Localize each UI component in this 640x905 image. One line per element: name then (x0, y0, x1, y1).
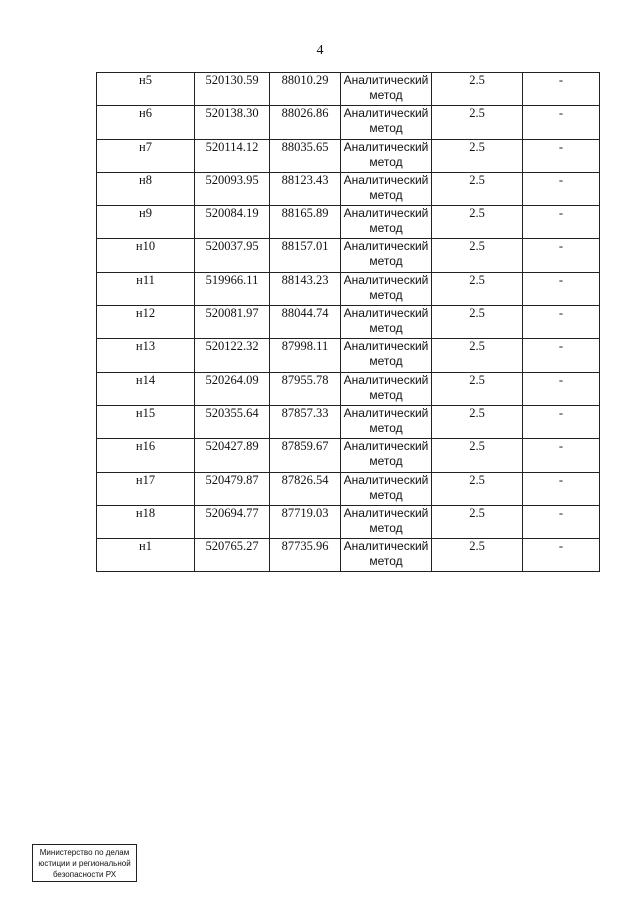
method-cell: Аналитический метод (341, 505, 432, 538)
x-coordinate-cell: 519966.11 (195, 272, 270, 305)
accuracy-cell: 2.5 (432, 505, 523, 538)
table-row (97, 306, 600, 339)
method-cell: Аналитический метод (341, 106, 432, 139)
method-cell: Аналитический метод (341, 172, 432, 205)
x-coordinate-cell: 520138.30 (195, 106, 270, 139)
accuracy-cell: 2.5 (432, 539, 523, 572)
y-coordinate-cell: 88026.86 (270, 106, 341, 139)
description-cell: - (523, 472, 600, 505)
stamp-line: Министерство по делам (39, 848, 130, 857)
description-cell: - (523, 306, 600, 339)
accuracy-cell: 2.5 (432, 139, 523, 172)
y-coordinate-cell: 87955.78 (270, 372, 341, 405)
accuracy-cell: 2.5 (432, 472, 523, 505)
accuracy-cell: 2.5 (432, 172, 523, 205)
point-cell: н15 (97, 405, 195, 438)
table-row (97, 372, 600, 405)
stamp-line: безопасности РХ (52, 870, 117, 879)
y-coordinate-cell: 88010.29 (270, 73, 341, 106)
method-cell: Аналитический метод (341, 405, 432, 438)
table-row (97, 539, 600, 572)
method-cell: Аналитический метод (341, 73, 432, 106)
y-coordinate-cell: 88035.65 (270, 139, 341, 172)
description-cell: - (523, 206, 600, 239)
description-cell: - (523, 239, 600, 272)
x-coordinate-cell: 520355.64 (195, 405, 270, 438)
point-cell: н18 (97, 505, 195, 538)
point-cell: н1 (97, 539, 195, 572)
x-coordinate-cell: 520081.97 (195, 306, 270, 339)
accuracy-cell: 2.5 (432, 239, 523, 272)
ministry-stamp (32, 844, 137, 882)
method-cell: Аналитический метод (341, 139, 432, 172)
accuracy-cell: 2.5 (432, 206, 523, 239)
accuracy-cell: 2.5 (432, 272, 523, 305)
table-row (97, 272, 600, 305)
method-cell: Аналитический метод (341, 339, 432, 372)
accuracy-cell: 2.5 (432, 306, 523, 339)
point-cell: н8 (97, 172, 195, 205)
accuracy-cell: 2.5 (432, 106, 523, 139)
x-coordinate-cell: 520114.12 (195, 139, 270, 172)
accuracy-cell: 2.5 (432, 405, 523, 438)
method-cell: Аналитический метод (341, 439, 432, 472)
x-coordinate-cell: 520130.59 (195, 73, 270, 106)
coordinates-table (96, 72, 600, 572)
x-coordinate-cell: 520479.87 (195, 472, 270, 505)
description-cell: - (523, 539, 600, 572)
description-cell: - (523, 172, 600, 205)
table-row (97, 339, 600, 372)
point-cell: н14 (97, 372, 195, 405)
x-coordinate-cell: 520037.95 (195, 239, 270, 272)
description-cell: - (523, 272, 600, 305)
table-row (97, 439, 600, 472)
point-cell: н11 (97, 272, 195, 305)
method-cell: Аналитический метод (341, 306, 432, 339)
method-cell: Аналитический метод (341, 206, 432, 239)
description-cell: - (523, 439, 600, 472)
table-row (97, 505, 600, 538)
point-cell: н6 (97, 106, 195, 139)
y-coordinate-cell: 88143.23 (270, 272, 341, 305)
accuracy-cell: 2.5 (432, 439, 523, 472)
y-coordinate-cell: 87857.33 (270, 405, 341, 438)
method-cell: Аналитический метод (341, 539, 432, 572)
x-coordinate-cell: 520694.77 (195, 505, 270, 538)
page-number: 4 (316, 43, 324, 58)
accuracy-cell: 2.5 (432, 372, 523, 405)
table-row (97, 139, 600, 172)
point-cell: н9 (97, 206, 195, 239)
table-row (97, 239, 600, 272)
stamp-line: юстиции и региональной (38, 859, 131, 868)
table-row (97, 405, 600, 438)
description-cell: - (523, 372, 600, 405)
accuracy-cell: 2.5 (432, 73, 523, 106)
x-coordinate-cell: 520084.19 (195, 206, 270, 239)
description-cell: - (523, 73, 600, 106)
y-coordinate-cell: 88157.01 (270, 239, 341, 272)
x-coordinate-cell: 520765.27 (195, 539, 270, 572)
description-cell: - (523, 106, 600, 139)
method-cell: Аналитический метод (341, 272, 432, 305)
method-cell: Аналитический метод (341, 372, 432, 405)
y-coordinate-cell: 87859.67 (270, 439, 341, 472)
y-coordinate-cell: 87735.96 (270, 539, 341, 572)
y-coordinate-cell: 88044.74 (270, 306, 341, 339)
x-coordinate-cell: 520122.32 (195, 339, 270, 372)
accuracy-cell: 2.5 (432, 339, 523, 372)
x-coordinate-cell: 520264.09 (195, 372, 270, 405)
x-coordinate-cell: 520427.89 (195, 439, 270, 472)
table-row (97, 472, 600, 505)
description-cell: - (523, 339, 600, 372)
point-cell: н10 (97, 239, 195, 272)
x-coordinate-cell: 520093.95 (195, 172, 270, 205)
point-cell: н5 (97, 73, 195, 106)
description-cell: - (523, 139, 600, 172)
point-cell: н16 (97, 439, 195, 472)
description-cell: - (523, 405, 600, 438)
y-coordinate-cell: 87719.03 (270, 505, 341, 538)
table-row (97, 172, 600, 205)
table-row (97, 73, 600, 106)
table-row (97, 106, 600, 139)
method-cell: Аналитический метод (341, 472, 432, 505)
point-cell: н12 (97, 306, 195, 339)
y-coordinate-cell: 87826.54 (270, 472, 341, 505)
table-body (97, 73, 600, 572)
point-cell: н13 (97, 339, 195, 372)
y-coordinate-cell: 88165.89 (270, 206, 341, 239)
y-coordinate-cell: 87998.11 (270, 339, 341, 372)
point-cell: н17 (97, 472, 195, 505)
y-coordinate-cell: 88123.43 (270, 172, 341, 205)
method-cell: Аналитический метод (341, 239, 432, 272)
table-row (97, 206, 600, 239)
description-cell: - (523, 505, 600, 538)
point-cell: н7 (97, 139, 195, 172)
